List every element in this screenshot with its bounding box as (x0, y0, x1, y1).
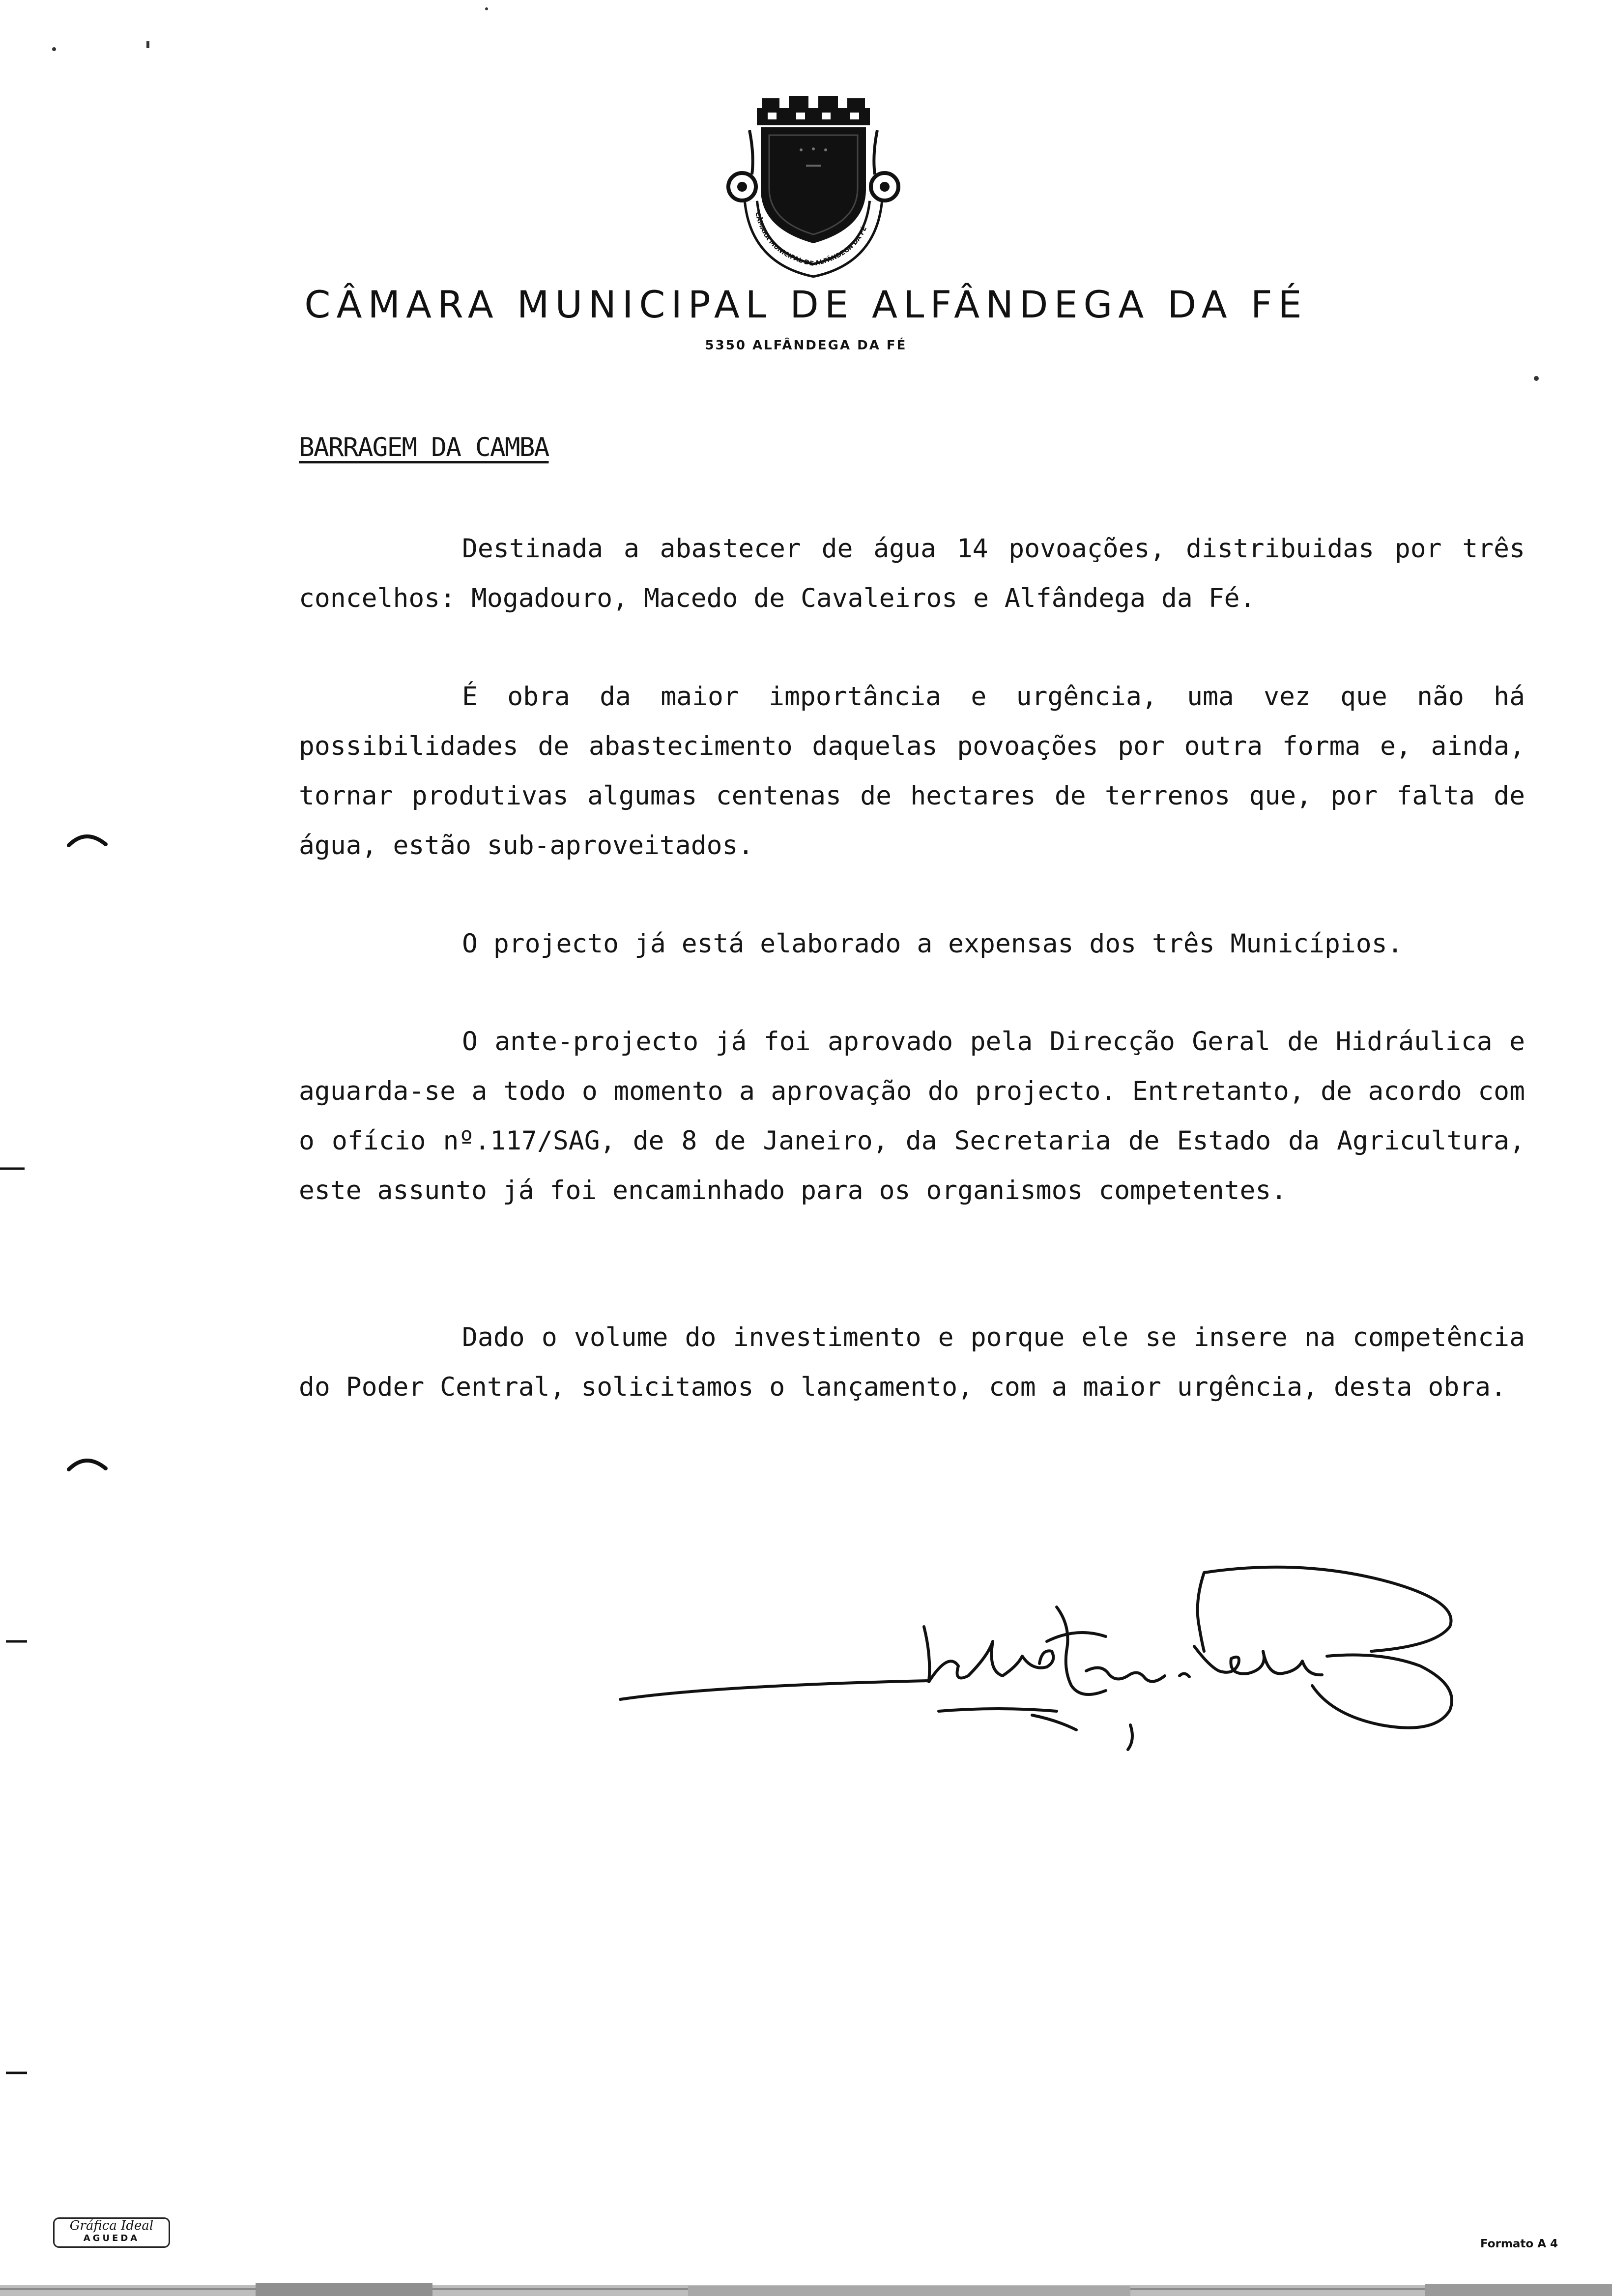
municipal-crest (722, 96, 904, 278)
organization-name: CÂMARA MUNICIPAL DE ALFÂNDEGA DA FÉ (304, 283, 1308, 326)
paragraph-3: O projecto já está elaborado a expensas dos três Municípios. (462, 929, 1403, 959)
printer-town: AGUEDA (83, 2233, 140, 2243)
scan-noise-strip (0, 2279, 1612, 2296)
letter-subject: BARRAGEM DA CAMBA (299, 432, 549, 462)
paragraph-4: O ante-projecto já foi aprovado pela Direcção Geral de Hidráulica e aguarda-se a todo o momento a aprovação do projecto. Entretanto, de acordo com o ofício nº.117/SAG, de 8 de Janeiro, da Secretaria de Estado da Agricultura, este assunto já foi encaminhado para os organismos competentes. (299, 1027, 1525, 1205)
handwritten-signature (614, 1553, 1479, 1759)
paragraph-2: É obra da maior importância e urgência, uma vez que não há possibilidades de abastecimento daquelas povoações por outra forma e, ainda, tornar produtivas algumas centenas de hectares de terrenos que, por falta de água, estão sub-aproveitados. (299, 682, 1525, 861)
printer-name: Gráfica Ideal (69, 2218, 154, 2233)
paper-format-label: Formato A 4 (1480, 2238, 1558, 2250)
paragraph-1: Destinada a abastecer de água 14 povoações, distribuidas por três concelhos: Mogadouro, Macedo de Cavaleiros e Alfândega da Fé. (299, 534, 1525, 613)
paragraph-5: Dado o volume do investimento e porque ele se insere na competência do Poder Central, solicitamos o lançamento, com a maior urgência, desta obra. (299, 1322, 1525, 1402)
printer-mark (53, 2217, 170, 2248)
organization-address: 5350 ALFÂNDEGA DA FÉ (705, 338, 907, 353)
crest-ribbon-text: CÂMARA MUNICIPAL DE ALFÂNDEGA DA FÉ (753, 211, 869, 268)
